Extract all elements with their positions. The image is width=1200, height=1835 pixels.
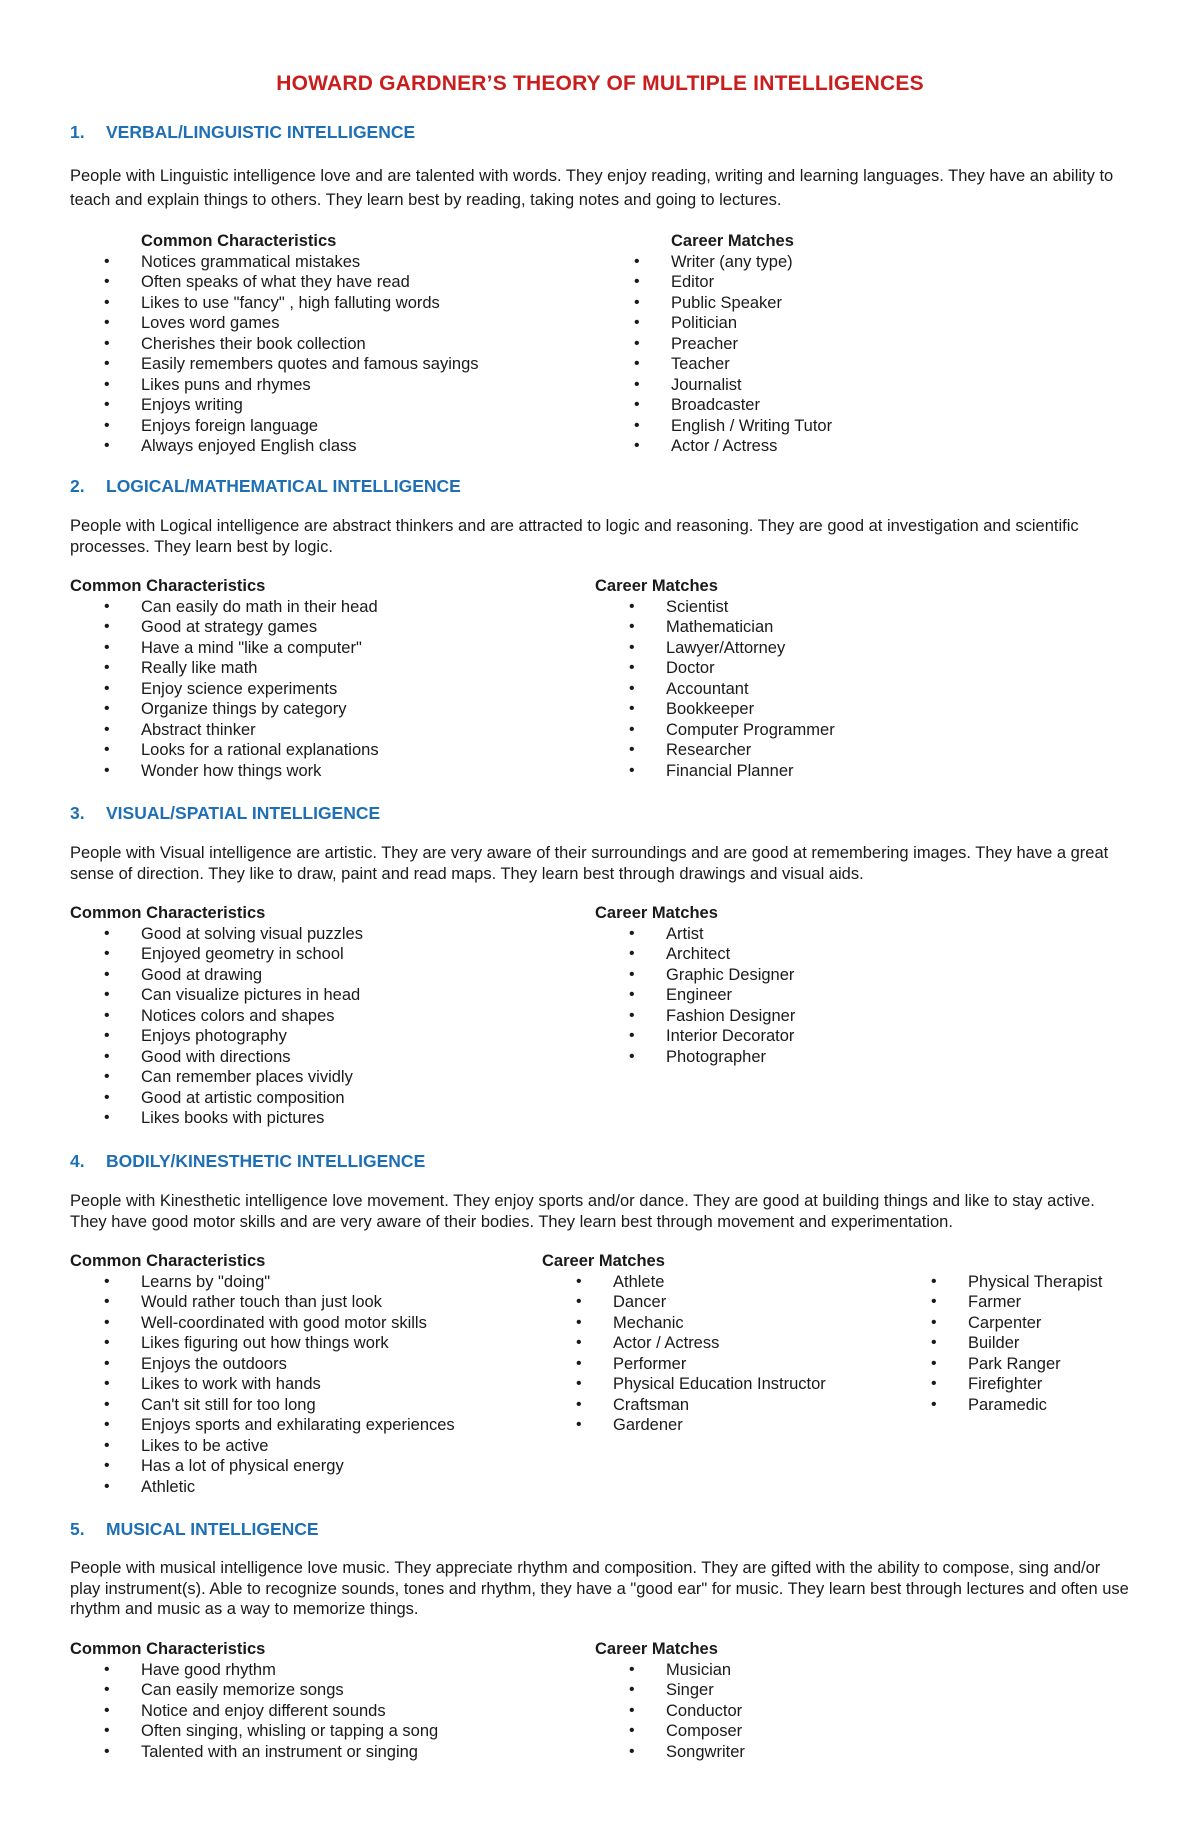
list-item: • Good at solving visual puzzles <box>70 924 590 945</box>
list-item: • Financial Planner <box>595 761 995 782</box>
careers-list <box>595 597 995 782</box>
list-item: • Scientist <box>595 597 995 618</box>
list-item: • Composer <box>595 1721 995 1742</box>
section-number: 4. <box>70 1151 85 1171</box>
section-heading <box>70 802 1130 824</box>
careers-column-extra <box>897 1272 1127 1416</box>
list-item: • Have a mind "like a computer" <box>70 638 590 659</box>
list-item: • Likes books with pictures <box>70 1108 590 1129</box>
careers-column <box>595 1639 995 1762</box>
section-title: MUSICAL INTELLIGENCE <box>106 1519 319 1539</box>
section-description: People with musical intelligence love music. They appreciate rhythm and composition. They are gifted with the ability to compose, sing and/or play instrument(s). Able to recognize sounds, tones and rhythm, they have a "good ear" for music. They learn best through lectures and often use rhythm and music as a way to memorize things. <box>70 1559 1129 1618</box>
list-item: • Looks for a rational explanations <box>70 740 590 761</box>
careers-heading: Career Matches <box>671 232 794 250</box>
careers-heading: Career Matches <box>595 904 718 922</box>
list-item: • Often speaks of what they have read <box>70 272 590 293</box>
careers-list-extra <box>897 1272 1127 1416</box>
list-item: • Have good rhythm <box>70 1660 590 1681</box>
list-item: • Enjoyed geometry in school <box>70 944 590 965</box>
list-item: • Physical Education Instructor <box>542 1374 872 1395</box>
careers-heading: Career Matches <box>595 1640 718 1658</box>
list-item: • Notices grammatical mistakes <box>70 252 590 273</box>
list-item: • Can visualize pictures in head <box>70 985 590 1006</box>
page-title: HOWARD GARDNER’S THEORY OF MULTIPLE INTELLIGENCES <box>276 72 924 95</box>
section-title: BODILY/KINESTHETIC INTELLIGENCE <box>106 1151 426 1171</box>
list-item: • Artist <box>595 924 995 945</box>
list-item: • Fashion Designer <box>595 1006 995 1027</box>
list-item: • Architect <box>595 944 995 965</box>
section-number: 1. <box>70 122 85 142</box>
list-item: • Good at strategy games <box>70 617 590 638</box>
list-item: • Engineer <box>595 985 995 1006</box>
list-item: • Politician <box>600 313 1000 334</box>
section-verbal-linguistic <box>70 121 1130 455</box>
list-item: • Organize things by category <box>70 699 590 720</box>
list-item: • Can't sit still for too long <box>70 1395 540 1416</box>
list-item: • Would rather touch than just look <box>70 1292 540 1313</box>
list-item: • Can remember places vividly <box>70 1067 590 1088</box>
list-item: • Preacher <box>600 334 1000 355</box>
list-item: • Physical Therapist <box>897 1272 1127 1293</box>
list-item: • Loves word games <box>70 313 590 334</box>
careers-list <box>595 924 995 1068</box>
list-item: • Computer Programmer <box>595 720 995 741</box>
characteristics-list <box>70 1272 540 1498</box>
characteristics-heading: Common Characteristics <box>70 577 266 595</box>
list-item: • Wonder how things work <box>70 761 590 782</box>
list-item: • Carpenter <box>897 1313 1127 1334</box>
list-item: • Mechanic <box>542 1313 872 1334</box>
list-item: • Editor <box>600 272 1000 293</box>
section-heading <box>70 1150 1130 1172</box>
list-item: • Public Speaker <box>600 293 1000 314</box>
list-item: • Performer <box>542 1354 872 1375</box>
list-item: • Enjoys foreign language <box>70 416 590 437</box>
careers-heading: Career Matches <box>542 1252 665 1270</box>
list-item: • Abstract thinker <box>70 720 590 741</box>
characteristics-column <box>70 231 590 457</box>
list-item: • Writer (any type) <box>600 252 1000 273</box>
list-item: • Enjoys sports and exhilarating experiences <box>70 1415 540 1436</box>
careers-list <box>595 1660 995 1763</box>
section-logical-mathematical <box>70 475 1130 780</box>
list-item: • Can easily do math in their head <box>70 597 590 618</box>
characteristics-list <box>70 597 590 782</box>
section-number: 3. <box>70 803 85 823</box>
section-title: LOGICAL/MATHEMATICAL INTELLIGENCE <box>106 476 461 496</box>
section-heading <box>70 121 1130 143</box>
characteristics-list <box>70 252 590 457</box>
list-item: • Park Ranger <box>897 1354 1127 1375</box>
list-item: • Enjoy science experiments <box>70 679 590 700</box>
section-description: People with Logical intelligence are abstract thinkers and are attracted to logic and reasoning. They are good at investigation and scientific processes. They learn best by logic. <box>70 517 1079 556</box>
list-item: • Notice and enjoy different sounds <box>70 1701 590 1722</box>
characteristics-list <box>70 924 590 1129</box>
list-item: • Can easily memorize songs <box>70 1680 590 1701</box>
characteristics-list <box>70 1660 590 1763</box>
list-item: • Talented with an instrument or singing <box>70 1742 590 1763</box>
list-item: • Journalist <box>600 375 1000 396</box>
list-item: • Always enjoyed English class <box>70 436 590 457</box>
list-item: • Gardener <box>542 1415 872 1436</box>
section-description: People with Linguistic intelligence love and are talented with words. They enjoy reading, writing and learning languages. They have an ability to teach and explain things to others. They learn best by reading, taking notes and going to lectures. <box>70 167 1114 209</box>
characteristics-column <box>70 576 590 781</box>
section-number: 5. <box>70 1519 85 1539</box>
section-visual-spatial <box>70 802 1130 1127</box>
list-item: • Likes figuring out how things work <box>70 1333 540 1354</box>
list-item: • Likes to be active <box>70 1436 540 1457</box>
list-item: • Athlete <box>542 1272 872 1293</box>
list-item: • Likes puns and rhymes <box>70 375 590 396</box>
list-item: • Graphic Designer <box>595 965 995 986</box>
list-item: • Teacher <box>600 354 1000 375</box>
characteristics-column <box>70 1639 590 1762</box>
careers-column <box>600 231 1000 457</box>
list-item: • Firefighter <box>897 1374 1127 1395</box>
list-item: • Actor / Actress <box>600 436 1000 457</box>
list-item: • Singer <box>595 1680 995 1701</box>
list-item: • Paramedic <box>897 1395 1127 1416</box>
list-item: • Easily remembers quotes and famous sayings <box>70 354 590 375</box>
section-heading <box>70 1518 1130 1540</box>
list-item: • Accountant <box>595 679 995 700</box>
list-item: • Bookkeeper <box>595 699 995 720</box>
list-item: • Likes to use "fancy" , high falluting words <box>70 293 590 314</box>
section-musical <box>70 1518 1130 1761</box>
list-item: • Enjoys writing <box>70 395 590 416</box>
list-item: • Researcher <box>595 740 995 761</box>
list-item: • Builder <box>897 1333 1127 1354</box>
list-item: • Well-coordinated with good motor skills <box>70 1313 540 1334</box>
list-item: • Good at artistic composition <box>70 1088 590 1109</box>
careers-column <box>542 1251 872 1436</box>
characteristics-heading: Common Characteristics <box>70 1640 266 1658</box>
careers-column <box>595 903 995 1067</box>
list-item: • Cherishes their book collection <box>70 334 590 355</box>
list-item: • Notices colors and shapes <box>70 1006 590 1027</box>
list-item: • Actor / Actress <box>542 1333 872 1354</box>
list-item: • Craftsman <box>542 1395 872 1416</box>
characteristics-heading: Common Characteristics <box>70 1252 266 1270</box>
list-item: • Enjoys photography <box>70 1026 590 1047</box>
list-item: • Really like math <box>70 658 590 679</box>
section-description: People with Kinesthetic intelligence love movement. They enjoy sports and/or dance. They are good at building things and like to stay active. They have good motor skills and are very aware of their bodies. They learn best through movement and experimentation. <box>70 1192 1095 1231</box>
list-item: • Enjoys the outdoors <box>70 1354 540 1375</box>
list-item: • Has a lot of physical energy <box>70 1456 540 1477</box>
list-item: • Songwriter <box>595 1742 995 1763</box>
characteristics-column <box>70 1251 540 1497</box>
careers-list <box>542 1272 872 1436</box>
list-item: • Mathematician <box>595 617 995 638</box>
list-item: • Conductor <box>595 1701 995 1722</box>
list-item: • Good with directions <box>70 1047 590 1068</box>
careers-list <box>600 252 1000 457</box>
careers-heading: Career Matches <box>595 577 718 595</box>
list-item: • Farmer <box>897 1292 1127 1313</box>
list-item: • English / Writing Tutor <box>600 416 1000 437</box>
list-item: • Good at drawing <box>70 965 590 986</box>
careers-column <box>595 576 995 781</box>
section-heading <box>70 475 1130 497</box>
list-item: • Photographer <box>595 1047 995 1068</box>
characteristics-heading: Common Characteristics <box>141 232 337 250</box>
characteristics-column <box>70 903 590 1129</box>
list-item: • Likes to work with hands <box>70 1374 540 1395</box>
characteristics-heading: Common Characteristics <box>70 904 266 922</box>
list-item: • Doctor <box>595 658 995 679</box>
section-title: VISUAL/SPATIAL INTELLIGENCE <box>106 803 381 823</box>
list-item: • Dancer <box>542 1292 872 1313</box>
list-item: • Athletic <box>70 1477 540 1498</box>
list-item: • Broadcaster <box>600 395 1000 416</box>
section-bodily-kinesthetic <box>70 1150 1130 1496</box>
section-title: VERBAL/LINGUISTIC INTELLIGENCE <box>106 122 416 142</box>
list-item: • Lawyer/Attorney <box>595 638 995 659</box>
list-item: • Often singing, whisling or tapping a song <box>70 1721 590 1742</box>
section-description: People with Visual intelligence are artistic. They are very aware of their surroundings and are good at remembering images. They have a great sense of direction. They like to draw, paint and read maps. They learn best through drawings and visual aids. <box>70 844 1109 883</box>
section-number: 2. <box>70 476 85 496</box>
list-item: • Learns by "doing" <box>70 1272 540 1293</box>
list-item: • Interior Decorator <box>595 1026 995 1047</box>
list-item: • Musician <box>595 1660 995 1681</box>
